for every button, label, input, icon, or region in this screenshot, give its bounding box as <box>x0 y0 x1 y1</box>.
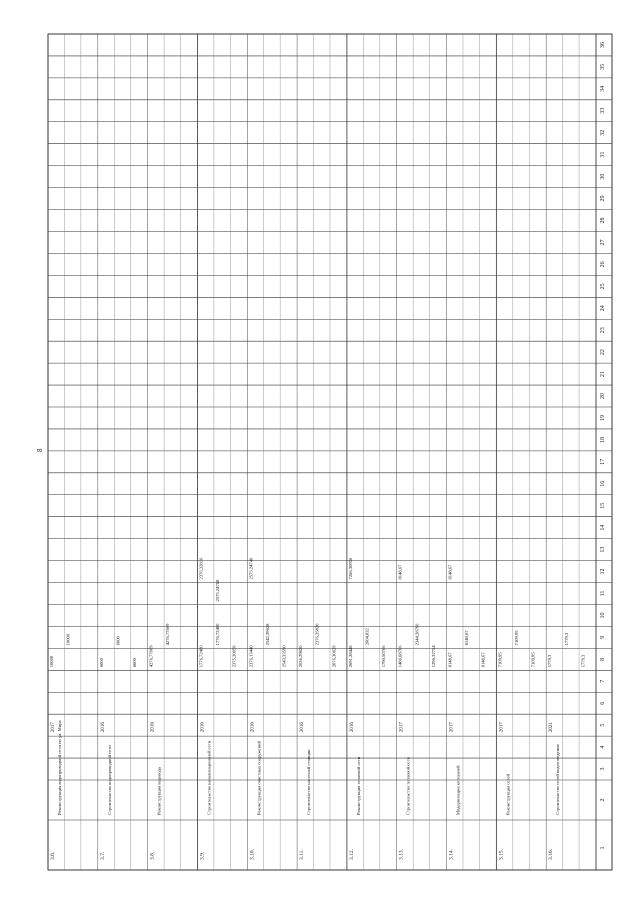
row-value: 8148,67 <box>447 564 453 580</box>
column-number: 10 <box>600 612 606 619</box>
row-value: 1296,32754 <box>430 645 436 668</box>
row-value: 10000 <box>49 655 54 668</box>
row-name: Строительство насосной станции <box>306 749 312 815</box>
row-value: 8148,67 <box>447 652 453 668</box>
row-value: 1486,68706 <box>397 645 403 668</box>
page-marker: 8 <box>36 448 44 452</box>
column-number: 11 <box>600 590 606 597</box>
column-number: 16 <box>600 480 606 487</box>
column-number: 3 <box>600 767 606 771</box>
column-number: 26 <box>600 261 606 268</box>
row-value: 2376,32816 <box>198 557 204 580</box>
row-number: 3.7. <box>99 851 106 860</box>
row-value: 2575,24708 <box>215 579 221 602</box>
row-value: 2604,832 <box>364 628 370 646</box>
column-number: 22 <box>600 349 606 356</box>
row-year: 2017 <box>499 722 505 733</box>
row-name: Строительство водопроводной сети <box>106 745 112 815</box>
row-value: 4276,77069 <box>165 623 171 646</box>
column-number: 5 <box>600 723 606 727</box>
row-value: 6000 <box>132 658 138 668</box>
row-value: 8148,67 <box>397 564 403 580</box>
column-number: 12 <box>600 568 606 575</box>
column-number: 24 <box>600 305 606 312</box>
row-number: 3.14. <box>448 849 455 860</box>
row-name: Реконструкция водопроводной сети по ул. Мира <box>57 720 62 815</box>
row-value: 4276,77069 <box>148 645 154 668</box>
row-number: 3.9. <box>199 851 206 860</box>
row-name: Реконструкция сетей <box>505 774 511 815</box>
row-value: 2344,28706 <box>414 623 420 646</box>
row-year: 2016 <box>349 722 355 733</box>
row-number: 3.15. <box>498 849 505 860</box>
row-number: 3.8. <box>149 851 156 860</box>
column-number: 21 <box>600 371 606 378</box>
row-year: 2016 <box>150 722 156 733</box>
row-year: 2021 <box>549 722 555 733</box>
row-value: 2376,35820 <box>314 623 320 646</box>
row-name: Реконструкция очистных сооружений <box>256 741 262 815</box>
row-value: 7266,30956 <box>347 557 353 580</box>
row-name: Строительство канализационной сети <box>206 740 212 815</box>
row-value: 2376,13440 <box>248 645 254 668</box>
column-number: 25 <box>600 283 606 290</box>
column-number: 6 <box>600 701 606 705</box>
column-number: 8 <box>600 657 606 661</box>
row-value: 6000 <box>98 658 104 668</box>
column-number: 33 <box>600 107 606 114</box>
column-number: 36 <box>600 41 606 48</box>
row-year: 2016 <box>200 722 206 733</box>
row-value: 2543,33590 <box>281 645 287 668</box>
row-value: 7109,95 <box>497 652 503 668</box>
row-year: 2017 <box>399 722 405 733</box>
column-number: 32 <box>600 129 606 136</box>
column-number: 19 <box>600 414 606 421</box>
row-value: 2375,20058 <box>231 645 237 668</box>
column-number: 14 <box>600 524 606 531</box>
column-number: 28 <box>600 217 606 224</box>
row-number: 3.6. <box>50 851 56 860</box>
row-value: 1790,50706 <box>381 645 387 668</box>
row-value: 8148,67 <box>480 652 486 668</box>
column-number: 9 <box>600 635 606 639</box>
row-value: 2691,28448 <box>347 645 353 668</box>
row-name: Строительство тепловой сети <box>405 757 411 815</box>
row-value: 1779,3 <box>547 654 553 668</box>
row-number: 3.11. <box>299 849 306 860</box>
column-number: 15 <box>600 502 606 509</box>
column-number: 4 <box>600 745 606 749</box>
row-year: 2016 <box>250 722 256 733</box>
column-number: 13 <box>600 546 606 553</box>
column-number: 1 <box>600 846 606 850</box>
row-value: 6000 <box>115 636 121 646</box>
row-year: 2016 <box>100 722 106 733</box>
row-value: 1776,72400 <box>215 623 221 646</box>
row-number: 3.10. <box>249 849 256 860</box>
column-number: 29 <box>600 195 606 202</box>
row-value: 10000 <box>65 633 71 646</box>
row-number: 3.12. <box>348 849 355 860</box>
row-value: 2076,30629 <box>331 645 337 668</box>
column-number: 34 <box>600 85 606 92</box>
column-number: 35 <box>600 63 606 70</box>
row-value: 1776,72400 <box>198 645 204 668</box>
row-value: 2575,24740 <box>248 557 254 580</box>
column-number: 31 <box>600 151 606 158</box>
column-number: 20 <box>600 393 606 400</box>
row-value: 8148,67 <box>464 630 470 646</box>
row-value: 2636,29820 <box>298 645 304 668</box>
row-number: 3.16. <box>548 849 555 860</box>
row-value: 1779,3 <box>580 654 586 668</box>
column-number: 30 <box>600 173 606 180</box>
row-year: 2017 <box>449 722 455 733</box>
row-name: Модернизация котельной <box>455 765 461 815</box>
row-year: 2016 <box>300 722 306 733</box>
row-name: Реконструкция водовода <box>156 767 162 815</box>
column-number: 7 <box>600 679 606 683</box>
column-number: 17 <box>600 458 606 465</box>
column-number: 27 <box>600 239 606 246</box>
row-name: Реконструкция тепловой сети <box>355 756 361 815</box>
row-year: 2017 <box>51 722 56 733</box>
row-name: Строительство сетей водоотведения <box>555 744 561 815</box>
row-value: 7109,95 <box>513 630 519 646</box>
row-value: 7109,95 <box>530 652 536 668</box>
row-number: 3.13. <box>398 849 405 860</box>
column-number: 18 <box>600 436 606 443</box>
column-number: 23 <box>600 327 606 334</box>
column-number: 2 <box>600 798 606 802</box>
row-value: 1779,3 <box>563 632 569 646</box>
row-value: 2542,39628 <box>264 623 270 646</box>
